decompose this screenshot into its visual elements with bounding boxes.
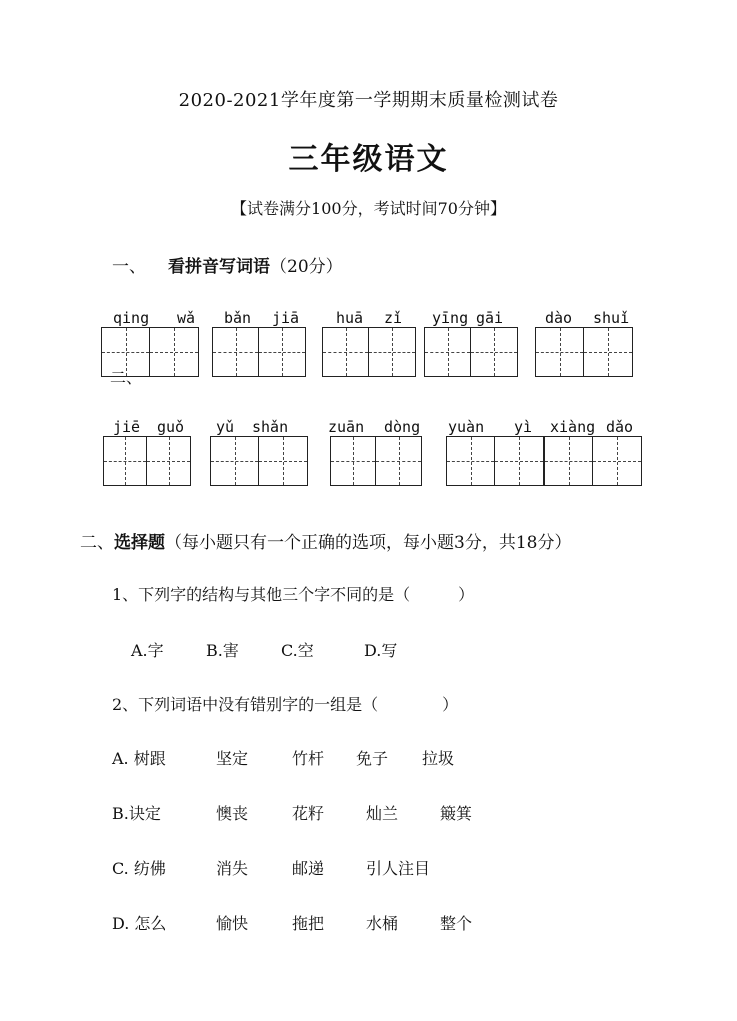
pinyin-syllable: yì	[514, 418, 533, 436]
option-label: D. 怎么	[112, 914, 167, 933]
writing-grid[interactable]	[330, 436, 422, 486]
q1-option-c[interactable]: C.空	[281, 641, 314, 660]
writing-cell[interactable]	[425, 328, 471, 376]
pinyin-syllable: bǎn	[224, 309, 252, 327]
option-word: 簸箕	[440, 804, 473, 823]
option-label: B.诀定	[112, 804, 161, 823]
pinyin-syllable: yǔ	[216, 418, 235, 436]
option-word: 免子	[356, 749, 389, 768]
writing-cell[interactable]	[536, 328, 584, 376]
writing-cell[interactable]	[259, 437, 307, 485]
option-word: 懊丧	[216, 804, 249, 823]
writing-grid[interactable]	[446, 436, 544, 486]
writing-cell[interactable]	[331, 437, 376, 485]
question-2-text: 2、下列词语中没有错别字的一组是（ ）	[112, 695, 459, 714]
option-word: 拉圾	[422, 749, 455, 768]
pinyin-syllable: shuǐ	[593, 309, 630, 327]
exam-header-line: 2020-2021学年度第一学期期末质量检测试卷	[178, 90, 559, 111]
pinyin-syllable: shǎn	[252, 418, 289, 436]
writing-grid[interactable]	[544, 436, 642, 486]
writing-grid[interactable]	[424, 327, 518, 377]
page-title: 三年级语文	[288, 142, 449, 177]
pinyin-syllable: jiē	[113, 418, 141, 436]
section1-title: 看拼音写词语	[168, 257, 270, 277]
option-word: 竹杆	[292, 749, 325, 768]
writing-cell[interactable]	[495, 437, 543, 485]
question-1-text: 1、下列字的结构与其他三个字不同的是（ ）	[112, 585, 475, 604]
section2-title: 选择题	[114, 533, 165, 553]
writing-cell[interactable]	[323, 328, 369, 376]
section2-number: 二、	[80, 533, 114, 553]
exam-info-subtitle: 【试卷满分100分，考试时间70分钟】	[231, 199, 506, 218]
option-word: 邮递	[292, 859, 325, 878]
option-label: C. 纺佛	[112, 859, 166, 878]
writing-cell[interactable]	[369, 328, 415, 376]
pinyin-syllable: xiàng	[550, 418, 596, 436]
writing-cell[interactable]	[259, 328, 305, 376]
q1-option-b[interactable]: B.害	[206, 641, 239, 660]
section2-note: （每小题只有一个正确的选项，每小题3分，共18分）	[165, 533, 572, 553]
section1-number: 一、	[112, 257, 146, 277]
option-word: 愉快	[216, 914, 249, 933]
section2-heading	[80, 528, 571, 553]
section1-heading	[112, 252, 343, 277]
pinyin-syllable: huā	[336, 309, 364, 327]
writing-cell[interactable]	[376, 437, 421, 485]
pinyin-syllable: wǎ	[177, 309, 196, 327]
writing-grid[interactable]	[212, 327, 306, 377]
stray-section-mark: 二、	[110, 368, 143, 387]
pinyin-syllable: yuàn	[448, 418, 485, 436]
writing-cell[interactable]	[104, 437, 147, 485]
q1-option-d[interactable]: D.写	[364, 641, 398, 660]
q1-option-a[interactable]: A.字	[131, 641, 164, 660]
pinyin-syllable: zuān	[328, 418, 365, 436]
writing-cell[interactable]	[447, 437, 495, 485]
option-word: 灿兰	[366, 804, 399, 823]
pinyin-syllable: gāi	[476, 309, 504, 327]
pinyin-syllable: dào	[545, 309, 573, 327]
pinyin-syllable: jiā	[272, 309, 300, 327]
option-word: 消失	[216, 859, 249, 878]
option-word: 拖把	[292, 914, 325, 933]
writing-cell[interactable]	[147, 437, 190, 485]
writing-grid[interactable]	[103, 436, 191, 486]
pinyin-syllable: guǒ	[157, 418, 185, 436]
writing-grid[interactable]	[322, 327, 416, 377]
writing-cell[interactable]	[211, 437, 259, 485]
writing-cell[interactable]	[545, 437, 593, 485]
option-word: 花籽	[292, 804, 325, 823]
writing-cell[interactable]	[471, 328, 517, 376]
writing-cell[interactable]	[584, 328, 632, 376]
writing-cell[interactable]	[593, 437, 641, 485]
writing-grid[interactable]	[535, 327, 633, 377]
option-word: 坚定	[216, 749, 249, 768]
writing-cell[interactable]	[150, 328, 198, 376]
option-word: 整个	[440, 914, 473, 933]
option-word: 引人注目	[366, 859, 431, 878]
pinyin-syllable: dǎo	[606, 418, 634, 436]
section1-points: （20分）	[270, 257, 343, 277]
pinyin-syllable: zǐ	[384, 309, 403, 327]
option-label: A. 树跟	[112, 749, 166, 768]
pinyin-syllable: yīng	[432, 309, 469, 327]
pinyin-syllable: qing	[113, 309, 150, 327]
writing-grid[interactable]	[210, 436, 308, 486]
writing-cell[interactable]	[213, 328, 259, 376]
option-word: 水桶	[366, 914, 399, 933]
pinyin-syllable: dòng	[384, 418, 421, 436]
